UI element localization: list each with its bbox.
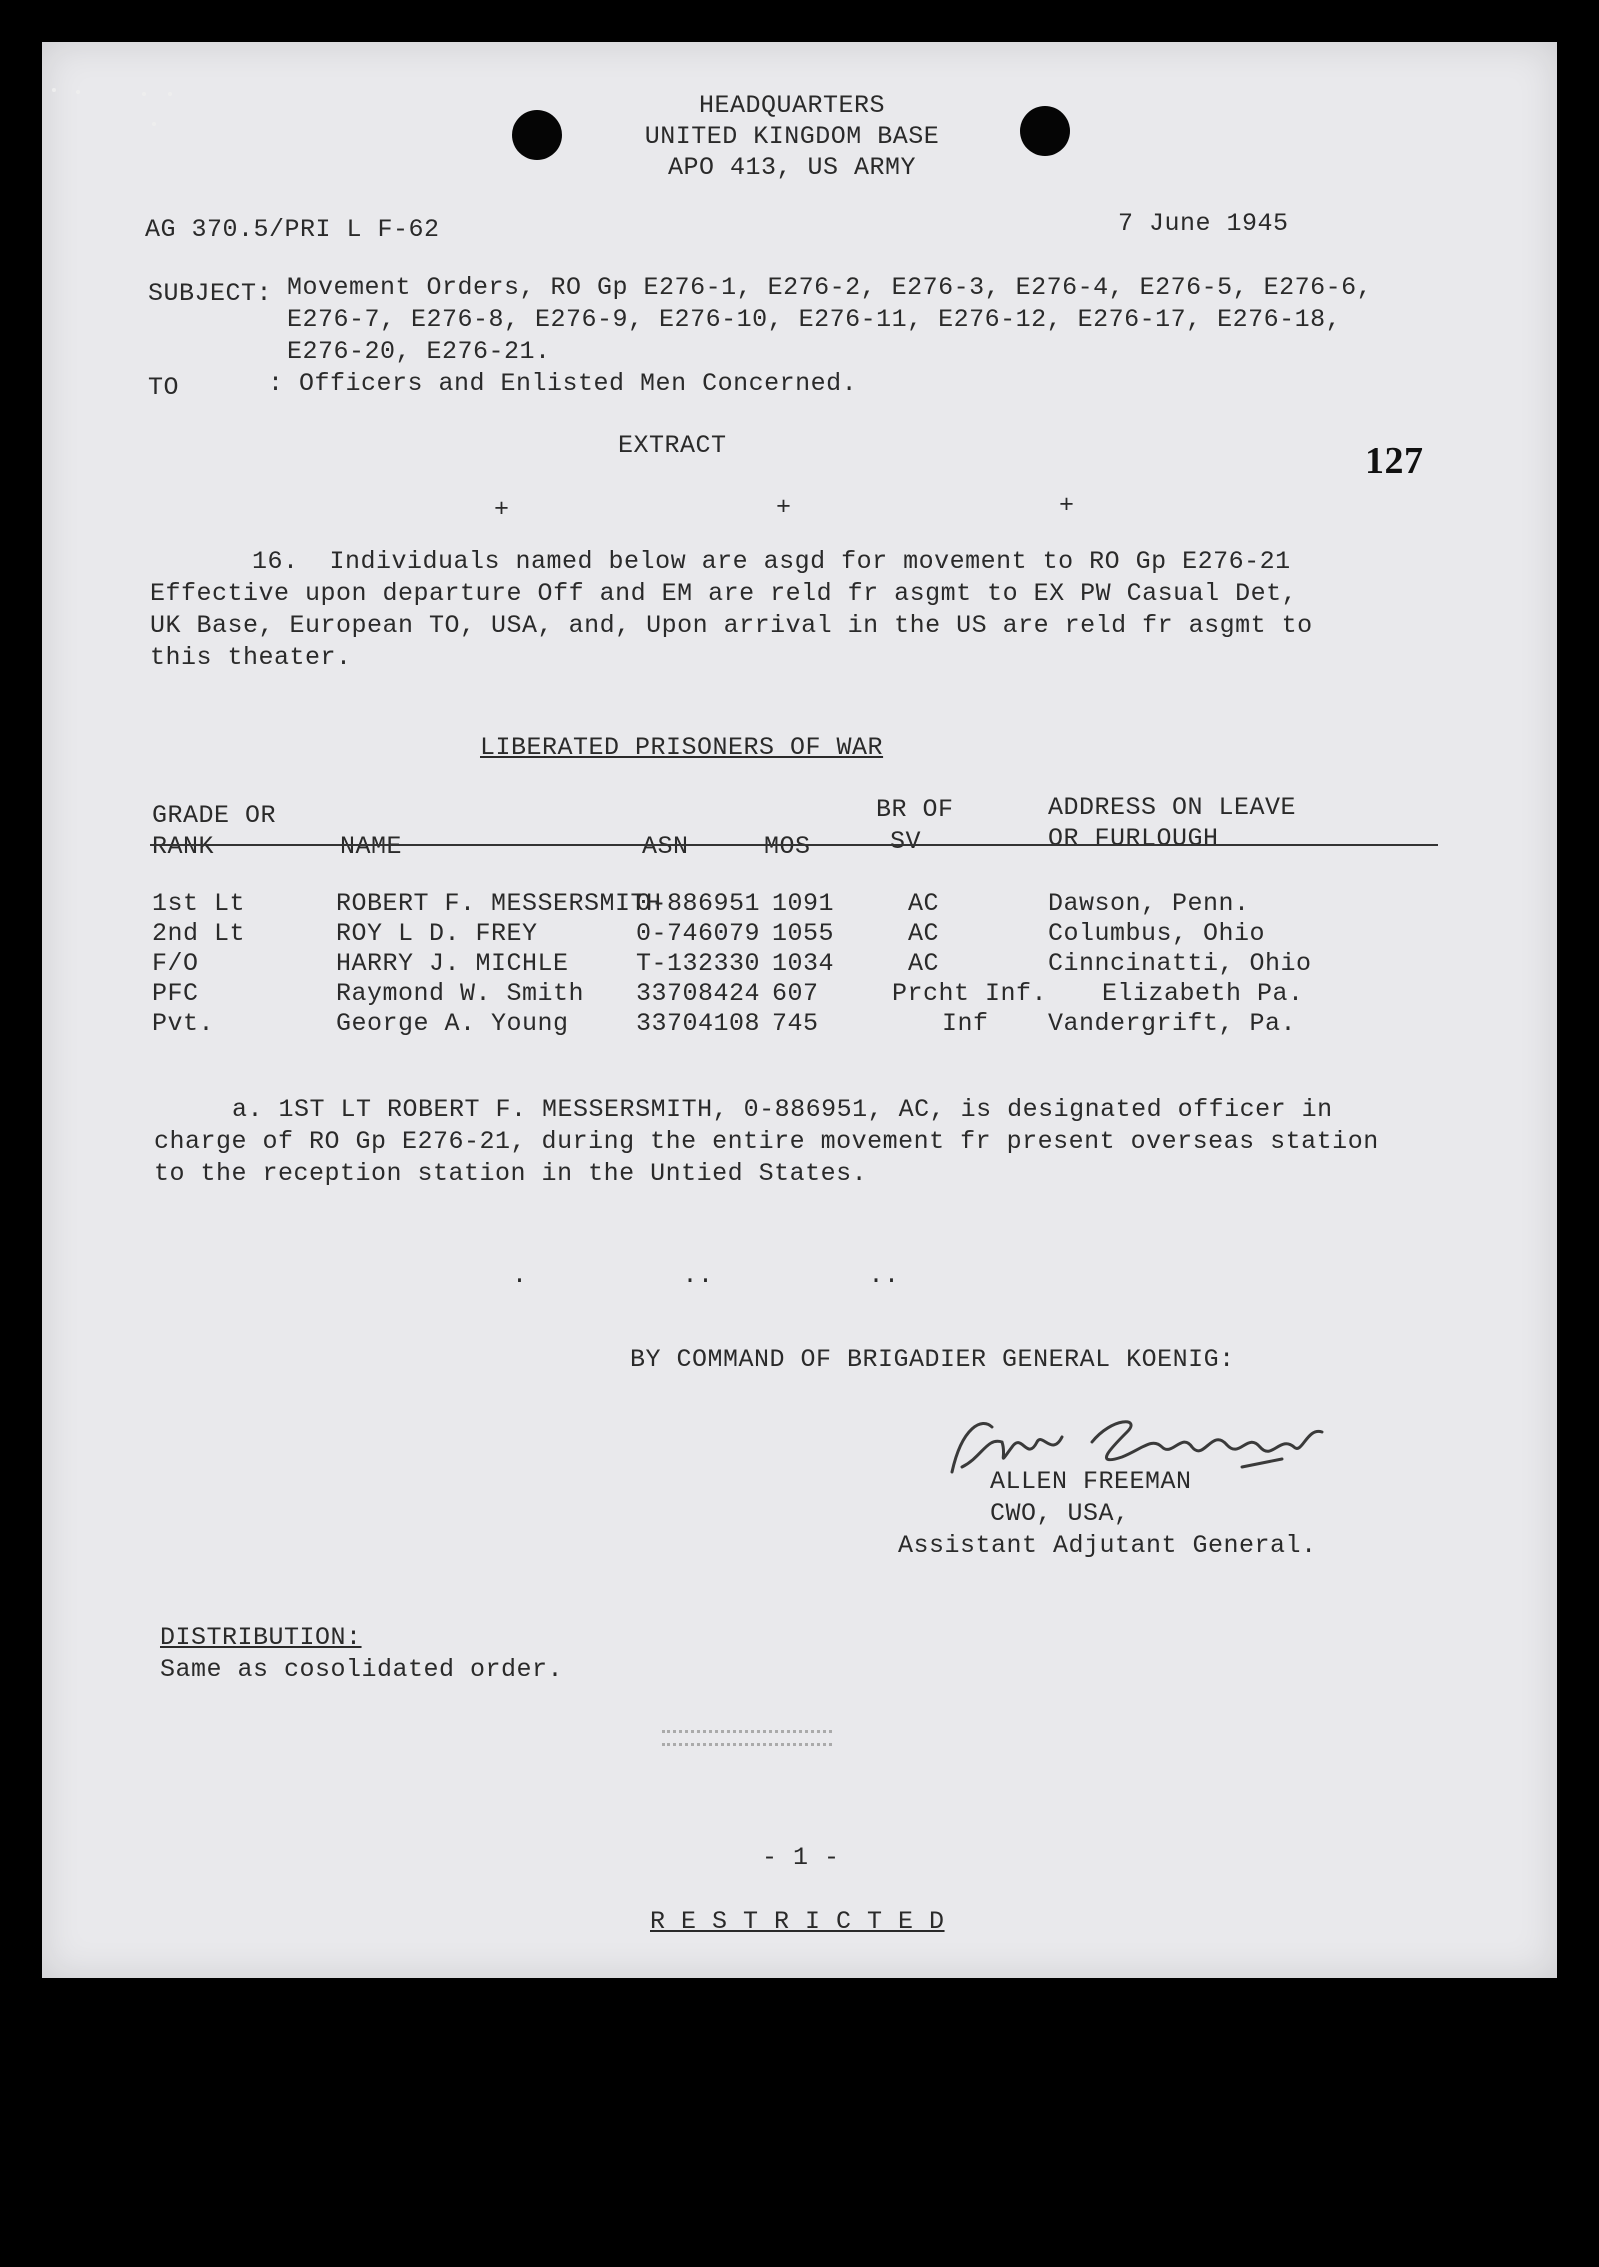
cell-asn: 0-886951: [636, 889, 761, 918]
subject-label: SUBJECT:: [148, 279, 273, 308]
to-label: TO: [148, 373, 180, 402]
cell-name: HARRY J. MICHLE: [336, 949, 569, 978]
header-br-2: SV: [890, 827, 922, 856]
command-line: BY COMMAND OF BRIGADIER GENERAL KOENIG:: [630, 1345, 1235, 1374]
ellipsis-dots: . .. ..: [512, 1261, 900, 1290]
border-speck: [52, 88, 56, 92]
cell-address: Dawson, Penn.: [1048, 889, 1250, 918]
signer-rank: CWO, USA,: [990, 1499, 1130, 1528]
cell-mos: 745: [772, 1009, 819, 1038]
document-page: [42, 42, 1557, 1978]
header-asn: ASN: [642, 832, 689, 861]
page-number: - 1 -: [762, 1843, 840, 1872]
border-speck: [152, 122, 156, 126]
cell-address: Vandergrift, Pa.: [1048, 1009, 1297, 1038]
cell-asn: 33708424: [636, 979, 761, 1008]
border-speck: [168, 92, 172, 96]
extract-title: EXTRACT: [618, 431, 727, 460]
paragraph-16-line-3: UK Base, European TO, USA, and, Upon arrival in the US are reld fr asgmt to: [150, 611, 1313, 640]
cell-br: AC: [908, 949, 940, 978]
cell-name: ROBERT F. MESSERSMITH: [336, 889, 662, 918]
cell-mos: 1034: [772, 949, 835, 978]
cell-name: George A. Young: [336, 1009, 569, 1038]
cell-address: Columbus, Ohio: [1048, 919, 1266, 948]
header-br-1: BR OF: [876, 795, 954, 824]
cell-br: AC: [908, 919, 940, 948]
cell-mos: 607: [772, 979, 819, 1008]
separator-1: +: [494, 495, 510, 524]
faded-stamp: [662, 1730, 832, 1746]
cell-address: Cinncinatti, Ohio: [1048, 949, 1312, 978]
separator-2: +: [776, 493, 792, 522]
cell-mos: 1055: [772, 919, 835, 948]
distribution-text: Same as cosolidated order.: [160, 1655, 564, 1684]
paragraph-16-line-2: Effective upon departure Off and EM are reld fr asgmt to EX PW Casual Det,: [150, 579, 1298, 608]
file-reference: AG 370.5/PRI L F-62: [145, 215, 440, 244]
table-row: [152, 918, 1452, 949]
to-text: : Officers and Enlisted Men Concerned.: [268, 369, 858, 398]
border-speck: [76, 90, 80, 94]
table-row: [152, 888, 1452, 919]
header-rule: [150, 844, 1438, 846]
header-line-2: UNITED KINGDOM BASE: [644, 122, 940, 151]
cell-grade: 2nd Lt: [152, 919, 246, 948]
paragraph-16-line-1: 16. Individuals named below are asgd for movement to RO Gp E276-21: [252, 547, 1291, 576]
header-name: NAME: [340, 832, 403, 861]
subject-line-2: E276-7, E276-8, E276-9, E276-10, E276-11, E276-12, E276-17, E276-18,: [287, 305, 1342, 334]
cell-br: Inf: [942, 1009, 989, 1038]
table-title: LIBERATED PRISONERS OF WAR: [480, 733, 884, 762]
page-stamp: 127: [1365, 440, 1424, 482]
cell-grade: F/O: [152, 949, 199, 978]
subject-line-1: Movement Orders, RO Gp E276-1, E276-2, E276-3, E276-4, E276-5, E276-6,: [287, 273, 1373, 302]
paragraph-a-line-2: charge of RO Gp E276-21, during the entire movement fr present overseas station: [154, 1127, 1379, 1156]
subject-line-3: E276-20, E276-21.: [287, 337, 551, 366]
header-mos: MOS: [764, 832, 811, 861]
paragraph-a-line-3: to the reception station in the Untied States.: [154, 1159, 868, 1188]
table-row: [152, 948, 1452, 979]
cell-name: ROY L D. FREY: [336, 919, 538, 948]
border-speck: [142, 92, 146, 96]
header-grade-1: GRADE OR: [152, 801, 277, 830]
table-row: [152, 978, 1452, 1009]
cell-br: Prcht Inf.: [892, 979, 1048, 1008]
cell-address: Elizabeth Pa.: [1102, 979, 1304, 1008]
cell-mos: 1091: [772, 889, 835, 918]
paragraph-a-line-1: a. 1ST LT ROBERT F. MESSERSMITH, 0-886951, AC, is designated officer in: [232, 1095, 1333, 1124]
header-line-3: APO 413, US ARMY: [667, 153, 917, 182]
paragraph-16-line-4: this theater.: [150, 643, 352, 672]
classification-marking: R E S T R I C T E D: [650, 1907, 945, 1936]
document-date: 7 June 1945: [1118, 209, 1289, 238]
cell-name: Raymond W. Smith: [336, 979, 585, 1008]
signer-name: ALLEN FREEMAN: [990, 1467, 1192, 1496]
header-line-1: HEADQUARTERS: [698, 91, 886, 120]
cell-grade: 1st Lt: [152, 889, 246, 918]
header-addr-2: OR FURLOUGH: [1048, 824, 1219, 853]
signer-title: Assistant Adjutant General.: [898, 1531, 1317, 1560]
header-grade-2: RANK: [152, 832, 215, 861]
distribution-label: DISTRIBUTION:: [160, 1623, 362, 1652]
table-row: [152, 1008, 1452, 1039]
cell-asn: 0-746079: [636, 919, 761, 948]
separator-3: +: [1059, 491, 1075, 520]
cell-grade: PFC: [152, 979, 199, 1008]
cell-grade: Pvt.: [152, 1009, 215, 1038]
cell-br: AC: [908, 889, 940, 918]
cell-asn: T-132330: [636, 949, 761, 978]
cell-asn: 33704108: [636, 1009, 761, 1038]
header-addr-1: ADDRESS ON LEAVE: [1048, 793, 1297, 822]
